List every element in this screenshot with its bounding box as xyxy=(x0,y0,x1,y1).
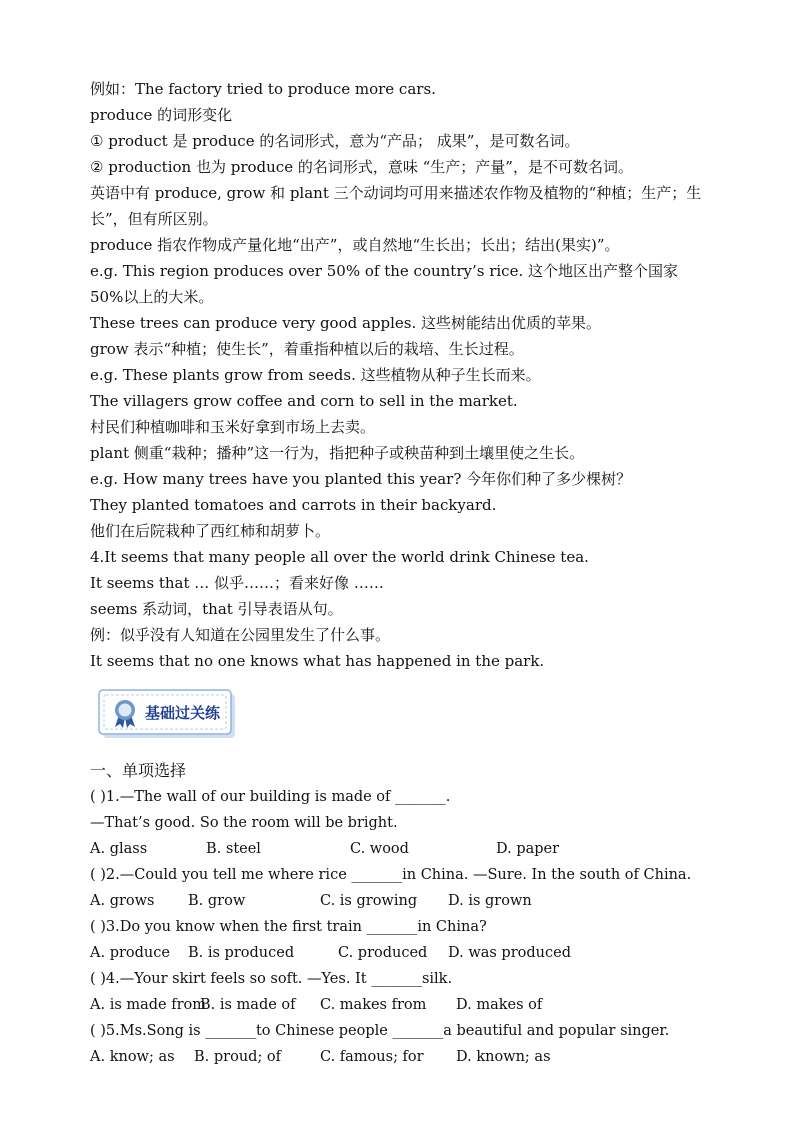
option-b[interactable]: B. grow xyxy=(188,893,246,909)
option-b[interactable]: B. steel xyxy=(206,841,261,857)
option-b[interactable]: B. is made of xyxy=(200,997,296,1013)
option-a[interactable]: A. produce xyxy=(90,945,170,961)
ribbon-medal-icon xyxy=(111,699,139,729)
note-line: e.g. How many trees have you planted this year? 今年你们种了多少棵树？ xyxy=(90,470,632,488)
section-badge xyxy=(97,688,237,740)
note-line: 4.It seems that many people all over the world drink Chinese tea. xyxy=(90,548,589,566)
note-line: e.g. These plants grow from seeds. 这些植物从种子生长而来。 xyxy=(90,366,541,384)
note-line: The villagers grow coffee and corn to sell in the market. xyxy=(90,392,518,410)
option-d[interactable]: D. known; as xyxy=(456,1049,551,1065)
option-c[interactable]: C. makes from xyxy=(320,997,427,1013)
note-line: These trees can produce very good apples. 这些树能结出优质的苹果。 xyxy=(90,314,602,332)
option-d[interactable]: D. makes of xyxy=(456,997,543,1013)
note-line: They planted tomatoes and carrots in their backyard. xyxy=(90,496,497,514)
option-b[interactable]: B. is produced xyxy=(188,945,295,961)
option-d[interactable]: D. paper xyxy=(496,841,560,857)
option-c[interactable]: C. is growing xyxy=(320,893,418,909)
option-b[interactable]: B. proud; of xyxy=(194,1049,282,1065)
note-paragraph: 英语中有 produce, grow 和 plant 三个动词均可用来描述农作物及植物的“种植；生产；生长”，但有所区别。 xyxy=(90,184,702,228)
note-line: produce 指农作物成产量化地“出产”，或自然地“生长出；长出；结出(果实)”。 xyxy=(90,236,620,254)
option-c[interactable]: C. produced xyxy=(338,945,428,961)
option-a[interactable]: A. know; as xyxy=(90,1049,175,1065)
note-line: seems 系动词，that 引导表语从句。 xyxy=(90,600,343,618)
section-title: 一、单项选择 xyxy=(90,761,187,780)
note-paragraph: e.g. This region produces over 50% of the country’s rice. 这个地区出产整个国家 50%以上的大米。 xyxy=(90,262,678,306)
question-stem: ( )3.Do you know when the first train _______in China? xyxy=(90,919,487,935)
note-line: grow 表示“种植；使生长”，着重指种植以后的栽培、生长过程。 xyxy=(90,340,524,358)
note-line: 他们在后院栽种了西红柿和胡萝卜。 xyxy=(90,522,331,540)
question-stem: ( )2.—Could you tell me where rice _______in China. —Sure. In the south of China. xyxy=(90,867,692,883)
note-line: 例如：The factory tried to produce more cars. xyxy=(90,80,436,98)
note-line: ② production 也为 produce 的名词形式，意味 “生产；产量”，是不可数名词。 xyxy=(90,158,633,176)
badge-label: 基础过关练 xyxy=(145,704,221,722)
option-c[interactable]: C. famous; for xyxy=(320,1049,424,1065)
note-line: produce 的词形变化 xyxy=(90,106,233,124)
option-a[interactable]: A. grows xyxy=(90,893,155,909)
question-stem: ( )5.Ms.Song is _______to Chinese people _______a beautiful and popular singer. xyxy=(90,1023,670,1039)
option-a[interactable]: A. glass xyxy=(90,841,148,857)
option-c[interactable]: C. wood xyxy=(350,841,409,857)
note-line: It seems that … 似乎……；看来好像 …… xyxy=(90,574,384,592)
note-line: 例：似乎没有人知道在公园里发生了什么事。 xyxy=(90,626,391,644)
note-line: 村民们种植咖啡和玉米好拿到市场上去卖。 xyxy=(90,418,376,436)
option-d[interactable]: D. is grown xyxy=(448,893,532,909)
option-a[interactable]: A. is made from xyxy=(90,997,207,1013)
question-stem: ( )4.—Your skirt feels so soft. —Yes. It _______silk. xyxy=(90,971,453,987)
option-d[interactable]: D. was produced xyxy=(448,945,571,961)
question-stem: —That’s good. So the room will be bright. xyxy=(90,815,398,831)
note-line: plant 侧重“栽种；播种”这一行为，指把种子或秧苗种到土壤里使之生长。 xyxy=(90,444,585,462)
note-line: It seems that no one knows what has happened in the park. xyxy=(90,652,545,670)
note-line: ① product 是 produce 的名词形式，意为“产品； 成果”，是可数名词。 xyxy=(90,132,580,150)
question-stem: ( )1.—The wall of our building is made of _______. xyxy=(90,789,451,805)
